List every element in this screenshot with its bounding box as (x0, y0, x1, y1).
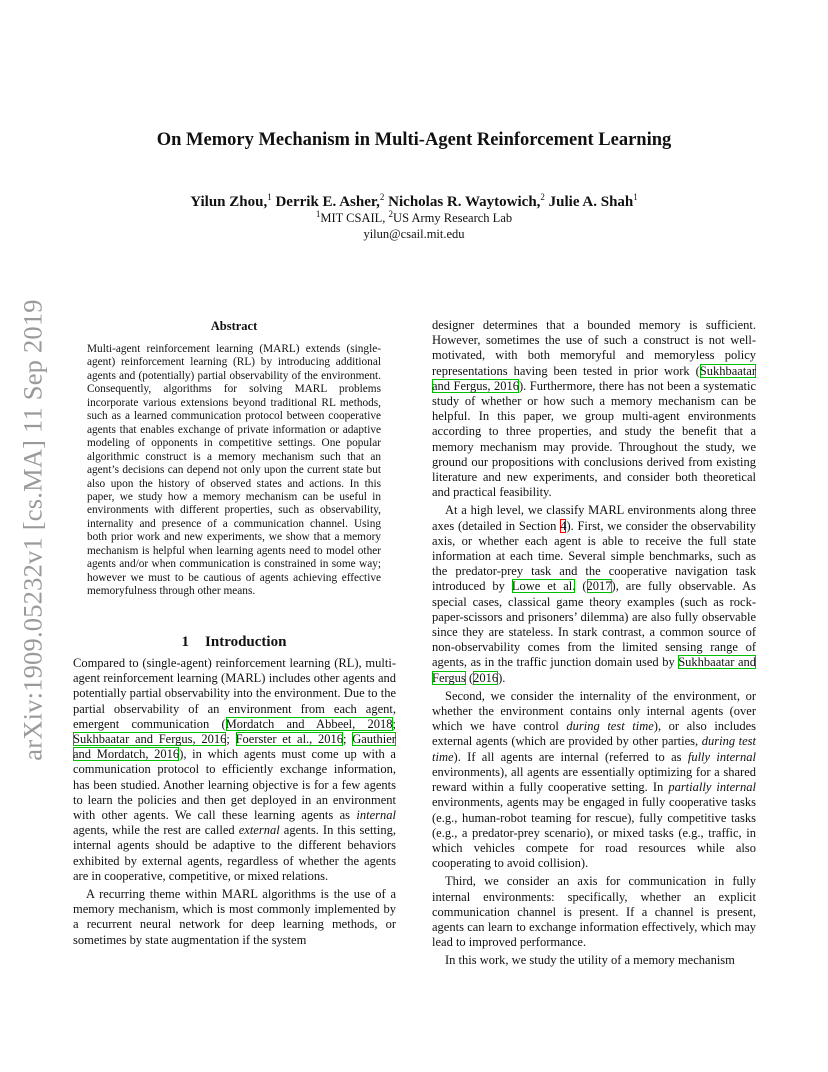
left-column (73, 656, 396, 948)
paragraph: A recurring theme within MARL algorithms is the use of a memory mechanism, which is most commonly implemented by a recurrent neural network for deep learning methods, or sometimes by state augmentation if the system (73, 887, 396, 947)
affiliation-mark: 2 (379, 192, 385, 202)
abstract-heading: Abstract (210, 319, 258, 333)
section-number: 1 (181, 634, 190, 650)
affiliation-mark: 1 (267, 192, 272, 202)
section-title: Introduction (205, 634, 287, 650)
section-ref-link[interactable]: 4 (560, 518, 567, 533)
arxiv-stamp-text: arXiv:1909.05232v1 [cs.MA] 11 Sep 2019 (17, 299, 48, 761)
citation-link[interactable]: Sukhbaatar and Fergus, 2016 (432, 363, 756, 393)
affiliation-text: MIT CSAIL, (320, 211, 389, 226)
paragraph: Compared to (single-agent) reinforcement learning (RL), multi-agent reinforcement learning (MARL) includes other agents and potentially partial observability into the environment. Due to the partial observability of an environment from each agent, emergent communication (Mordatch and Abbeel, 2018; Sukhbaatar and Fergus, 2016; Foerster et al., 2016; Gauthier and Mordatch, 2016), in which agents must come up with a communication protocol to efficiently exchange information, has been studied. Another learning objective is for a few agents to learn the policies and then get deployed in an environment with other agents. We call these learning agents as internal agents, while the rest are called external agents. In this setting, internal agents should be adaptive to the different behaviors exhibited by external agents, regardless of whether the agents are in cooperative, competitive, or mixed relations. (73, 656, 396, 883)
affiliations (0, 209, 828, 226)
affiliation-mark: 2 (540, 192, 545, 202)
citation-link[interactable]: 2017 (586, 579, 612, 594)
paragraph: In this work, we study the utility of a memory mechanism (445, 953, 735, 968)
paragraph: designer determines that a bounded memory is sufficient. However, sometimes the use of such a construct is not well-motivated, with both memoryful and memoryless policy representations having been tested in prior work (Sukhbaatar and Fergus, 2016). Furthermore, there has not been a systematic study of whether or how such a memory mechanism can be helpful. In this paper, we group multi-agent environments according to three properties, and study the benefit that a memory mechanism may provide. Throughout the study, we ground our propositions with conclusions derived from existing literature and new experiments, and consider both theoretical and practical feasibility. (432, 318, 756, 500)
author-name: Nicholas R. Waytowich, (388, 194, 541, 210)
citation-link[interactable]: Sukhbaatar and Fergus (432, 655, 756, 685)
affiliation-text: US Army Research Lab (393, 211, 513, 226)
affiliation-number: 1 (315, 209, 321, 219)
arxiv-stamp (18, 300, 48, 760)
affiliation-number: 2 (388, 209, 394, 219)
abstract-text: Multi-agent reinforcement learning (MARL) extends (single-agent) reinforcement learning (RL) by introducing additional agents and (potentially) partial observability of the environment. Consequently, algorithms for solving MARL problems incorporate various extensions beyond traditional RL methods, such as a learned communication protocol between cooperative agents that enables exchange of private information or adaptive modeling of opponents in competitive settings. One popular algorithmic construct is a memory mechanism such that an agent’s decisions can depend not only upon the current state but also upon the history of observed states and actions. In this paper, we study how a memory mechanism can be useful in environments with different properties, such as observability, internality and presence of a communication channel. Using both prior work and new experiments, we show that a memory mechanism is helpful when learning agents need to model other agents and/or when communication is constrained in some way; however we must to be cautious of agents achieving effective memoryfulness through other means. (87, 343, 381, 598)
affiliation-mark: 1 (633, 192, 638, 202)
author-name: Julie A. Shah (548, 194, 634, 210)
paragraph: Second, we consider the internality of the environment, or whether the environment contains only internal agents (over which we have control during test time), or also includes external agents (which are provided by other parties, during test time). If all agents are internal (referred to as fully internal environments), all agents are essentially optimizing for a shared reward within a fully cooperative setting. In partially internal environments, agents may be engaged in fully cooperative tasks (e.g., human-robot teaming for rescue), fully competitive tasks (e.g., a predator-prey scenario), or mixed tasks (e.g., traffic, in which vehicles compete for road resources while also cooperating to avoid collision). (432, 688, 756, 871)
section-heading (73, 634, 395, 651)
citation-link[interactable]: 2016 (473, 670, 499, 685)
paper-title: On Memory Mechanism in Multi-Agent Reinforcement Learning (156, 130, 672, 150)
citation-link[interactable]: Lowe et al. (511, 579, 576, 594)
paragraph: Third, we consider an axis for communication in fully internal environments: specifically, whether an explicit communication channel is present. If a channel is present, agents can learn to exchange information effectively, which may lead to improved performance. (432, 874, 756, 950)
author-name: Yilun Zhou, (190, 194, 268, 210)
citation-link[interactable]: Sukhbaatar and Fergus, 2016 (73, 732, 227, 747)
author-name: Derrik E. Asher, (275, 194, 380, 210)
paragraph: At a high level, we classify MARL environments along three axes (detailed in Section 4). First, we consider the observability axis, or whether each agent is able to receive the full state information at each time. Several simple benchmarks, such as the predator-prey task and the cooperative navigation task introduced by Lowe et al. (2017), are fully observable. As special cases, classical game theory examples (such as rock-paper-scissors and prisoners’ dilemma) are also fully observable since they are stateless. In stark contrast, a common source of non-observability comes from the limited sensing range of agents, as in the traffic junction domain used by Sukhbaatar and Fergus (2016). (432, 503, 757, 685)
citation-link[interactable]: Mordatch and Abbeel, 2018 (225, 716, 393, 731)
citation-link[interactable]: Foerster et al., 2016 (235, 732, 344, 747)
right-column (432, 318, 756, 969)
author-email: yilun@csail.mit.edu (363, 227, 465, 241)
citation-link[interactable]: Gauthier and Mordatch, 2016 (73, 732, 396, 762)
